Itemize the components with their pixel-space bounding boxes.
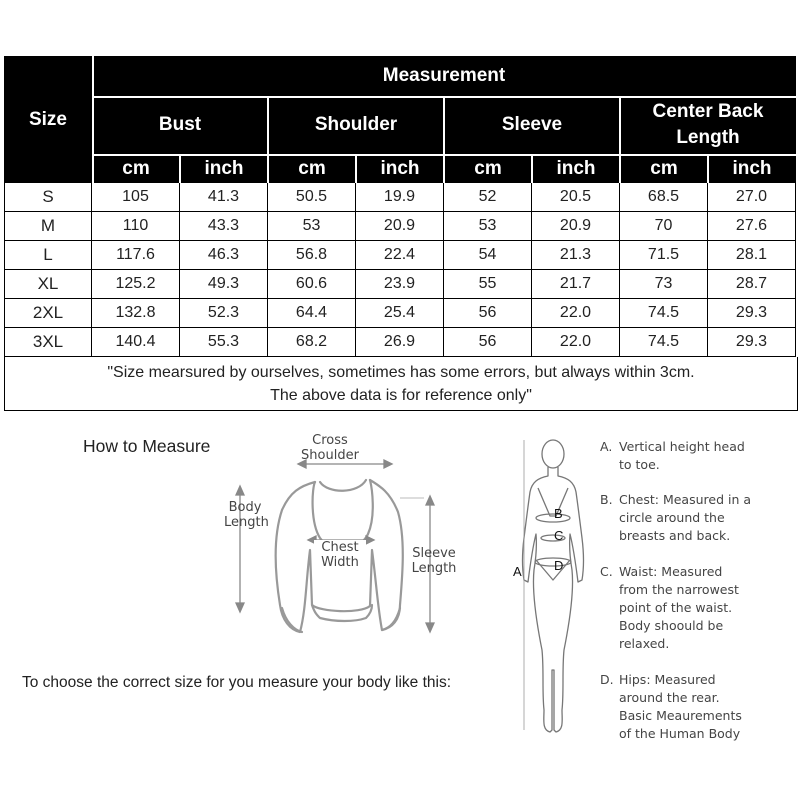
value-cell: 53 [268, 212, 356, 241]
value-cell: 140.4 [92, 328, 180, 357]
unit-header-cm-0: cm [92, 155, 180, 183]
legend-letter: A. [600, 439, 613, 454]
value-cell: 21.7 [532, 270, 620, 299]
value-cell: 29.3 [708, 299, 796, 328]
group-header-sleeve: Sleeve [444, 96, 620, 154]
marker-c: C [554, 528, 564, 543]
value-cell: 49.3 [180, 270, 268, 299]
how-to-measure-title: How to Measure [83, 436, 211, 456]
legend-text: Vertical height head to toe. [619, 439, 745, 472]
disclaimer-line-1: "Size mearsured by ourselves, sometimes has some errors, but always within 3cm. [107, 363, 695, 381]
disclaimer-note [4, 357, 798, 411]
chest-width-label: Chest Width [314, 540, 366, 570]
value-cell: 55.3 [180, 328, 268, 357]
value-cell: 71.5 [620, 241, 708, 270]
value-cell: 132.8 [92, 299, 180, 328]
hood-inner [320, 480, 366, 491]
value-cell: 60.6 [268, 270, 356, 299]
value-cell: 22.4 [356, 241, 444, 270]
size-header: Size [4, 56, 92, 183]
value-cell: 56.8 [268, 241, 356, 270]
value-cell: 50.5 [268, 183, 356, 212]
size-cell: S [4, 183, 92, 212]
unit-header-cm-4: cm [444, 155, 532, 183]
group-header-bust: Bust [92, 96, 268, 154]
value-cell: 43.3 [180, 212, 268, 241]
bust-detail [538, 488, 568, 516]
value-cell: 28.1 [708, 241, 796, 270]
size-cell: XL [4, 270, 92, 299]
value-cell: 74.5 [620, 299, 708, 328]
body-length-label: Body Length [224, 500, 269, 530]
value-cell: 22.0 [532, 299, 620, 328]
value-cell: 73 [620, 270, 708, 299]
value-cell: 26.9 [356, 328, 444, 357]
legend-letter: B. [600, 492, 613, 507]
brief-detail [536, 560, 570, 580]
unit-header-inch-1: inch [180, 155, 268, 183]
sleeve-length-label: Sleeve Length [411, 546, 457, 576]
group-header-shoulder: Shoulder [268, 96, 444, 154]
head-outline [542, 440, 564, 468]
instruction-text: To choose the correct size for you measure your body like this: [22, 674, 452, 691]
legend-letter: D. [600, 672, 614, 687]
value-cell: 19.9 [356, 183, 444, 212]
marker-b: B [554, 506, 563, 521]
value-cell: 105 [92, 183, 180, 212]
value-cell: 70 [620, 212, 708, 241]
value-cell: 41.3 [180, 183, 268, 212]
legend-letter: C. [600, 564, 613, 579]
jacket-hem [312, 605, 372, 621]
value-cell: 53 [444, 212, 532, 241]
value-cell: 56 [444, 328, 532, 357]
size-cell: 2XL [4, 299, 92, 328]
measurement-header: Measurement [92, 56, 796, 96]
body-figure [510, 430, 595, 750]
size-cell: 3XL [4, 328, 92, 357]
chest-line [536, 514, 570, 522]
value-cell: 29.3 [708, 328, 796, 357]
value-cell: 125.2 [92, 270, 180, 299]
value-cell: 22.0 [532, 328, 620, 357]
value-cell: 20.9 [532, 212, 620, 241]
value-cell: 28.7 [708, 270, 796, 299]
unit-header-inch-5: inch [532, 155, 620, 183]
unit-header-cm-2: cm [268, 155, 356, 183]
value-cell: 56 [444, 299, 532, 328]
value-cell: 74.5 [620, 328, 708, 357]
value-cell: 64.4 [268, 299, 356, 328]
marker-d: D [554, 558, 564, 573]
unit-header-cm-6: cm [620, 155, 708, 183]
unit-header-inch-3: inch [356, 155, 444, 183]
size-cell: L [4, 241, 92, 270]
value-cell: 46.3 [180, 241, 268, 270]
value-cell: 55 [444, 270, 532, 299]
value-cell: 25.4 [356, 299, 444, 328]
value-cell: 68.5 [620, 183, 708, 212]
value-cell: 20.9 [356, 212, 444, 241]
unit-header-inch-7: inch [708, 155, 796, 183]
legend-text: Hips: Measured around the rear. Basic Meaurements of the Human Body [619, 672, 742, 741]
value-cell: 54 [444, 241, 532, 270]
size-cell: M [4, 212, 92, 241]
value-cell: 20.5 [532, 183, 620, 212]
legend-text: Chest: Measured in a circle around the breasts and back. [619, 492, 752, 543]
value-cell: 52.3 [180, 299, 268, 328]
value-cell: 52 [444, 183, 532, 212]
body-outline [523, 467, 584, 732]
value-cell: 117.6 [92, 241, 180, 270]
value-cell: 23.9 [356, 270, 444, 299]
center-back-length-label: Center Back Length [652, 101, 764, 148]
legend-text: Waist: Measured from the narrowest point of the waist. Body shoould be relaxed. [619, 564, 739, 651]
value-cell: 21.3 [532, 241, 620, 270]
value-cell: 68.2 [268, 328, 356, 357]
value-cell: 27.6 [708, 212, 796, 241]
value-cell: 27.0 [708, 183, 796, 212]
group-header-center-back-length [620, 96, 796, 154]
value-cell: 110 [92, 212, 180, 241]
disclaimer-line-2: The above data is for reference only" [270, 386, 532, 404]
cross-shoulder-label: Cross Shoulder [301, 433, 359, 463]
marker-a: A [513, 564, 522, 579]
